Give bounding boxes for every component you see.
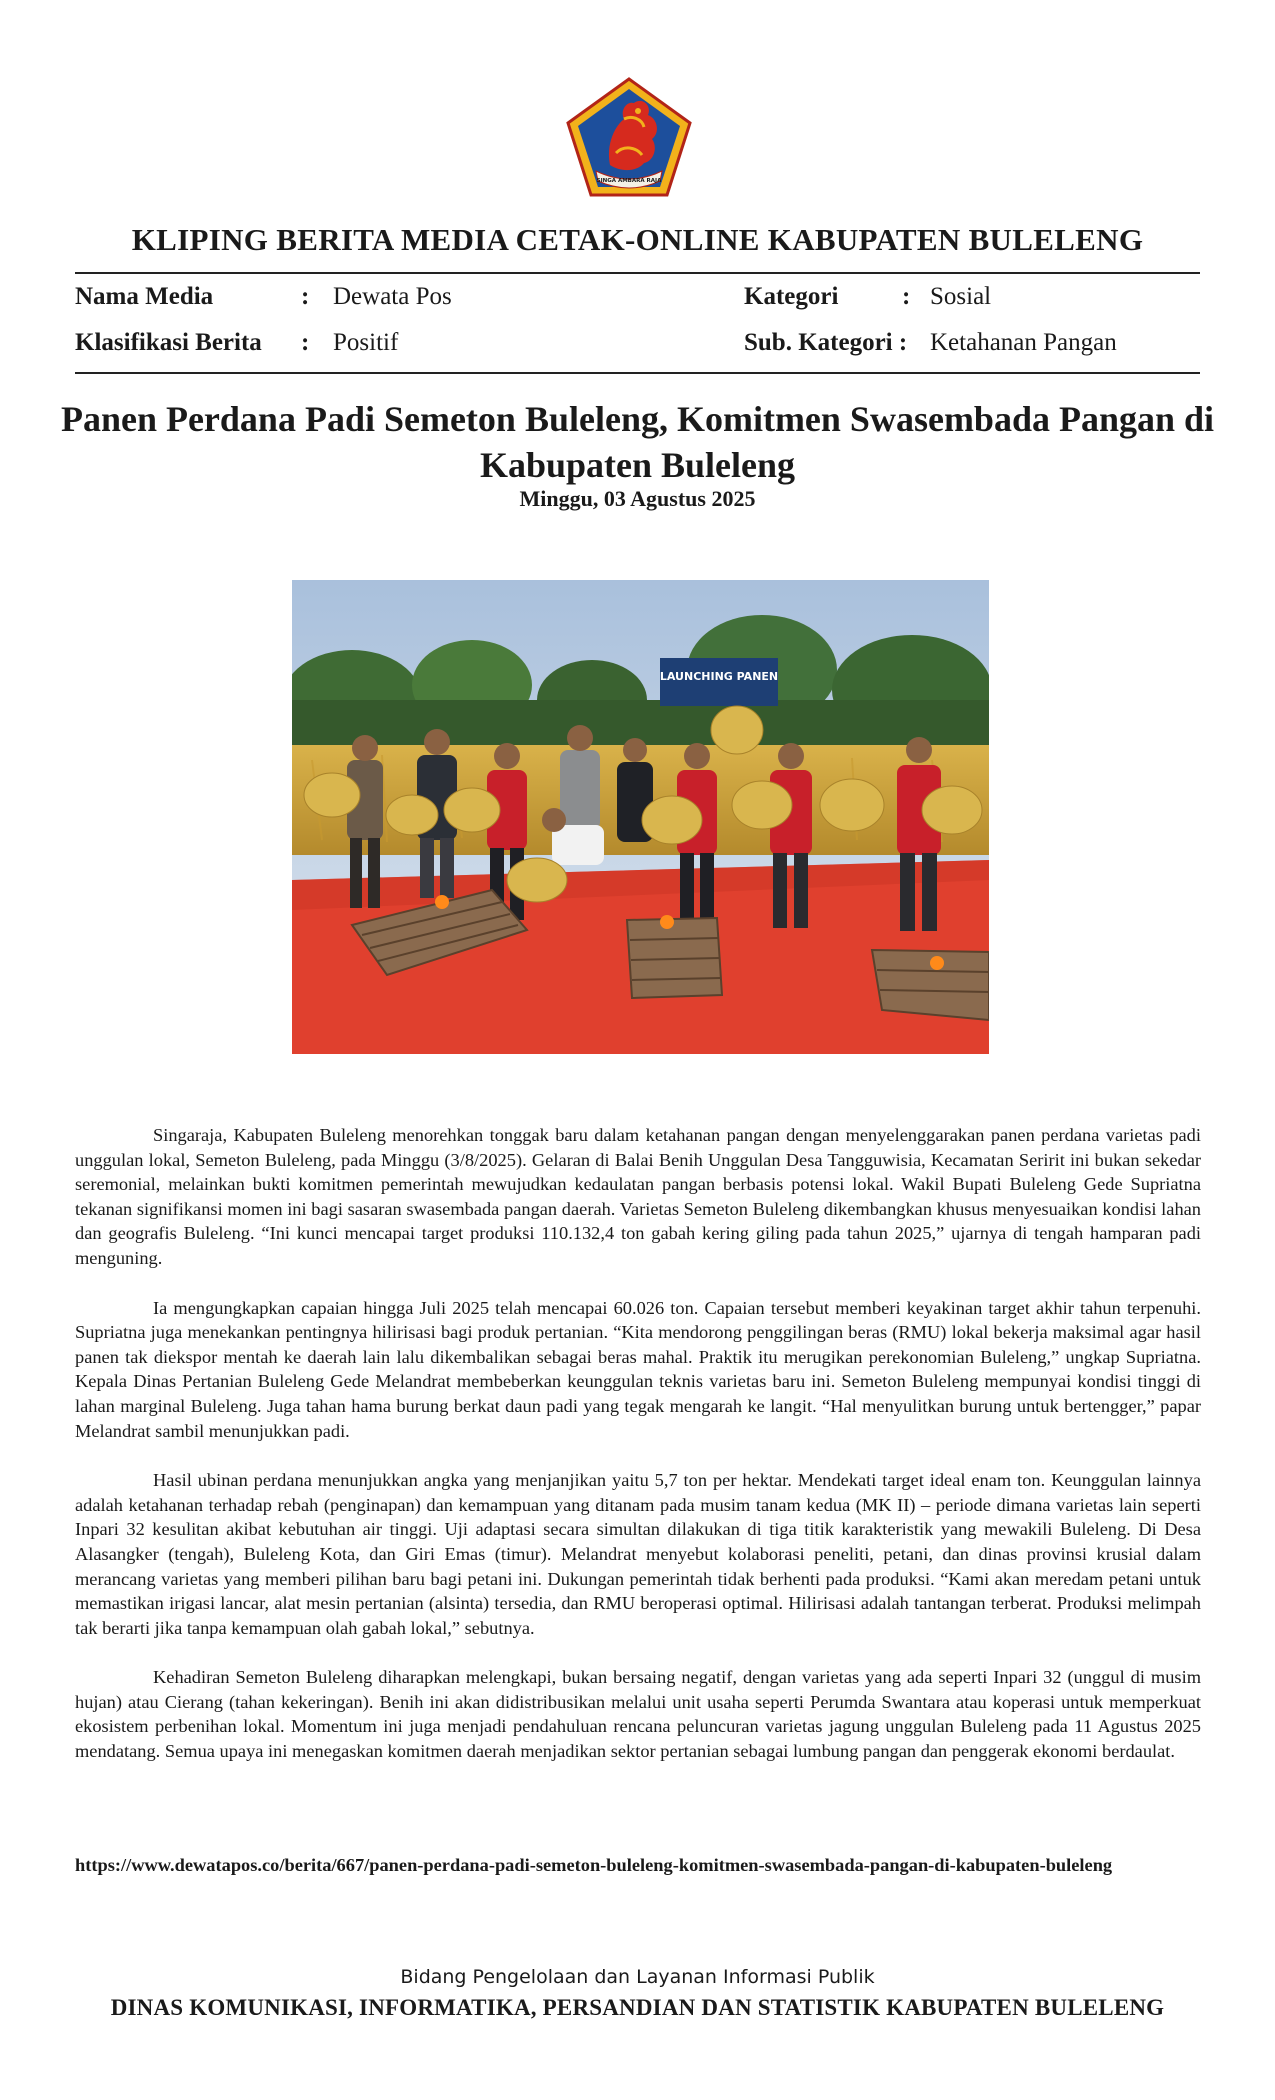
article-headline: Panen Perdana Padi Semeton Buleleng, Komitmen Swasembada Pangan di Kabupaten Buleleng (60, 399, 1215, 485)
buleleng-emblem-logo (562, 75, 696, 201)
klasifikasi-value: Positif (333, 329, 399, 356)
kategori-colon: : (902, 283, 911, 310)
bottom-divider (75, 372, 1200, 374)
article-body (75, 1123, 1201, 1789)
media-colon: : (301, 283, 310, 310)
subkategori-value: Ketahanan Pangan (930, 329, 1117, 356)
klasifikasi-colon: : (301, 329, 310, 356)
logo-caption: SINGA AMBARA RAJA (596, 178, 662, 184)
article-paragraph-2: Ia mengungkapkan capaian hingga Juli 2025 telah mencapai 60.026 ton. Capaian tersebut memberi keyakinan target akhir tahun terpenuhi. Supriatna juga menekankan pentingnya hilirisasi bagi produk pertanian. “Kita mendorong penggilingan beras (RMU) lokal bekerja maksimal agar hasil panen tak diekspor mentah ke daerah lain lalu dikembalikan sebagai beras mahal. Praktik itu merugikan perekonomian Buleleng,” ungkap Supriatna. Kepala Dinas Pertanian Buleleng Gede Melandrat membeberkan keunggulan teknis varietas baru ini. Semeton Buleleng mempunyai kondisi tinggi di lahan marginal Buleleng. Juga tahan hama burung berkat daun padi yang tegak mengarah ke langit. “Hal menyulitkan burung untuk bertengger,” papar Melandrat sambil menunjukkan padi. (75, 1297, 1201, 1441)
top-divider (75, 272, 1200, 274)
clipping-title: KLIPING BERITA MEDIA CETAK-ONLINE KABUPATEN BULELENG (131, 222, 1144, 257)
kategori-label: Kategori (744, 283, 839, 310)
footer-agency: DINAS KOMUNIKASI, INFORMATIKA, PERSANDIAN DAN STATISTIK KABUPATEN BULELENG (110, 1995, 1165, 2020)
harvest-photo (292, 580, 989, 1054)
meta-kategori-row (744, 282, 1200, 312)
article-paragraph-3: Hasil ubinan perdana menunjukkan angka yang menjanjikan yaitu 5,7 ton per hektar. Mendekati target ideal enam ton. Keunggulan lainnya adalah ketahanan terhadap rebah (penginapan) dan kemampuan yang ditanam pada musim tanam kedua (MK II) – periode dimana varietas lain seperti Inpari 32 kesulitan akibat kebutuhan air tinggi. Uji adaptasi secara simultan dilakukan di tiga titik karakteristik yang mewakili Buleleng. Di Desa Alasangker (tengah), Buleleng Kota, dan Giri Emas (timur). Melandrat menyebut kolaborasi peneliti, petani, dan dinas provinsi krusial dalam merancang varietas yang memberi pilihan baru bagi petani ini. Dukungan pemerintah tidak berhenti pada produksi. “Kami akan meredam petani untuk memastikan irigasi lancar, alat mesin pertanian (alsinta) tersedia, dan RMU beroperasi optimal. Hilirisasi adalah tantangan terberat. Produksi melimpah tak berarti jika tanpa kemampuan olah gabah lokal,” sebutnya. (75, 1470, 1201, 1638)
footer-division: Bidang Pengelolaan dan Layanan Informasi Publik (400, 1966, 875, 1988)
photo-banner-text: LAUNCHING PANEN (659, 670, 779, 683)
article-paragraph-1: Singaraja, Kabupaten Buleleng menorehkan tonggak baru dalam ketahanan pangan dengan menyelenggarakan panen perdana varietas padi unggulan lokal, Semeton Buleleng, pada Minggu (3/8/2025). Gelaran di Balai Benih Unggulan Desa Tangguwisia, Kecamatan Seririt ini bukan sekedar seremonial, melainkan bukti komitmen pemerintah mewujudkan kedaulatan pangan berbasis potensi lokal. Wakil Bupati Buleleng Gede Supriatna tekanan signifikansi momen ini bagi sasaran swasembada pangan daerah. Varietas Semeton Buleleng dikembangkan khusus menyesuaikan kondisi lahan dan geografis Buleleng. “Ini kunci mencapai target produksi 110.132,4 ton gabah kering giling pada tahun 2025,” ujarnya di tengah hamparan padi menguning. (75, 1125, 1201, 1268)
kategori-value: Sosial (930, 283, 992, 310)
klasifikasi-label: Klasifikasi Berita (75, 329, 262, 356)
article-date: Minggu, 03 Agustus 2025 (519, 486, 756, 511)
media-value: Dewata Pos (333, 283, 452, 310)
meta-klasifikasi-row (75, 328, 675, 358)
meta-subkategori-row (744, 328, 1200, 358)
subkategori-label: Sub. Kategori : (744, 329, 908, 356)
source-url-link[interactable]: https://www.dewatapos.co/berita/667/panen-perdana-padi-semeton-buleleng-komitmen-swasembada-pangan-di-kabupaten-buleleng (75, 1855, 1113, 1875)
media-label: Nama Media (75, 283, 214, 310)
meta-media-row (75, 282, 675, 312)
article-paragraph-4: Kehadiran Semeton Buleleng diharapkan melengkapi, bukan bersaing negatif, dengan varietas yang ada seperti Inpari 32 (unggul di musim hujan) atau Cierang (tahan kekeringan). Benih ini akan didistribusikan melalui unit usaha seperti Perumda Swantara atau koperasi untuk memperkuat ekosistem perbenihan lokal. Momentum ini juga menjadi pendahuluan rencana peluncuran varietas jagung unggulan Buleleng pada 11 Agustus 2025 mendatang. Semua upaya ini menegaskan komitmen daerah menjadikan sektor pertanian sebagai lumbung pangan dan penggerak ekonomi berdaulat. (75, 1667, 1201, 1762)
